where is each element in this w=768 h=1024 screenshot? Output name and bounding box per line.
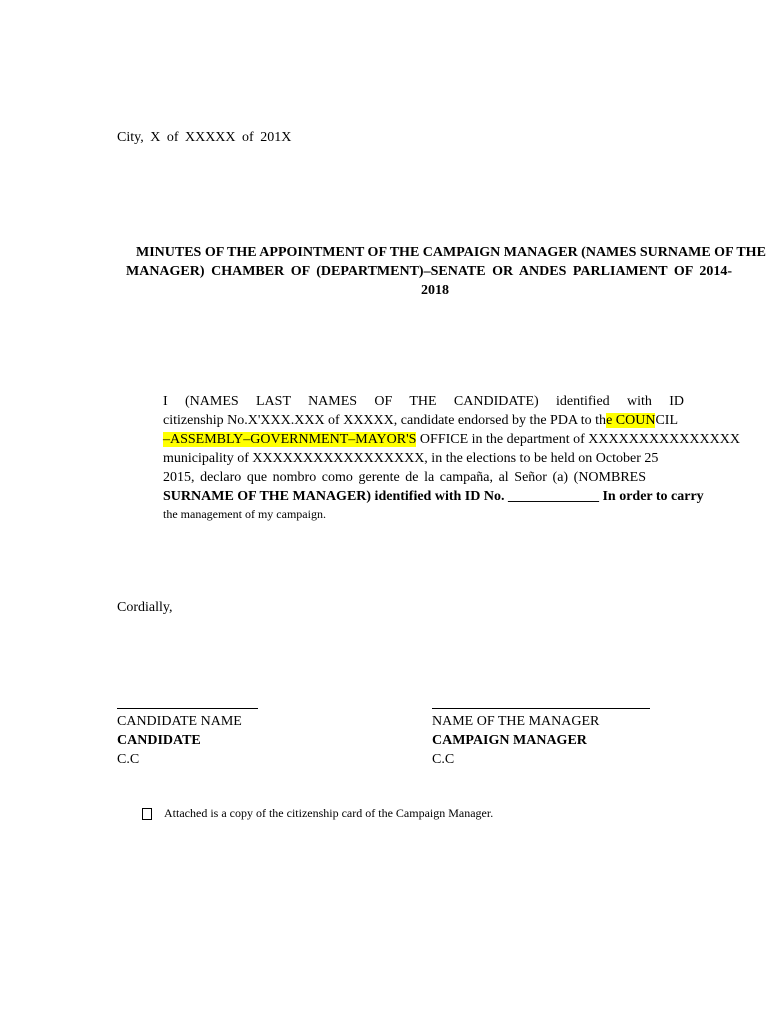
highlighted-text: e COUN xyxy=(606,413,656,428)
closing: Cordially, xyxy=(117,600,173,615)
body-line-1: I (NAMES LAST NAMES OF THE CANDIDATE) identified with ID xyxy=(163,394,684,409)
signature-block-manager xyxy=(432,712,599,769)
city-date: City, X of XXXXX of 201X xyxy=(117,130,292,145)
body-line-2 xyxy=(163,411,711,430)
body-line-2-end: CIL xyxy=(655,413,679,428)
title-line-2: MANAGER) CHAMBER OF (DEPARTMENT)–SENATE OR ANDES PARLIAMENT OF 2014- xyxy=(126,264,732,279)
candidate-name: CANDIDATE NAME xyxy=(117,714,242,729)
manager-role: CAMPAIGN MANAGER xyxy=(432,733,587,748)
candidate-role: CANDIDATE xyxy=(117,733,201,748)
attachment-note-text: Attached is a copy of the citizenship card of the Campaign Manager. xyxy=(164,806,494,820)
body-line-3 xyxy=(163,430,740,449)
title-line-3: 2018 xyxy=(421,283,449,298)
signature-line-right xyxy=(432,708,650,709)
manager-name: NAME OF THE MANAGER xyxy=(432,714,600,729)
candidate-id: C.C xyxy=(117,752,140,767)
body-line-7: the management of my campaign. xyxy=(163,507,326,521)
signature-block-candidate xyxy=(117,712,242,769)
highlighted-text: –ASSEMBLY–GOVERNMENT–MAYOR'S xyxy=(163,432,417,447)
manager-id: C.C xyxy=(432,752,455,767)
body-line-6: SURNAME OF THE MANAGER) identified with ID No. _____________ In order to carry xyxy=(163,489,704,504)
body-line-2-text: citizenship No.X'XXX.XXX of XXXXX, candidate endorsed by the PDA to th xyxy=(163,413,607,428)
body-line-4: municipality of XXXXXXXXXXXXXXXXX, in the elections to be held on October 25 xyxy=(163,451,659,466)
checkbox-icon xyxy=(142,808,152,820)
signature-line-left xyxy=(117,708,258,709)
attachment-note xyxy=(142,806,493,821)
title-line-1: MINUTES OF THE APPOINTMENT OF THE CAMPAIGN MANAGER (NAMES SURNAME OF THE xyxy=(136,245,766,260)
body-line-3-text: OFFICE in the department of XXXXXXXXXXXXXXX xyxy=(416,432,740,447)
document-title xyxy=(120,243,766,300)
body-line-5: 2015, declaro que nombro como gerente de la campaña, al Señor (a) (NOMBRES xyxy=(163,470,646,485)
body-paragraph xyxy=(163,392,740,522)
